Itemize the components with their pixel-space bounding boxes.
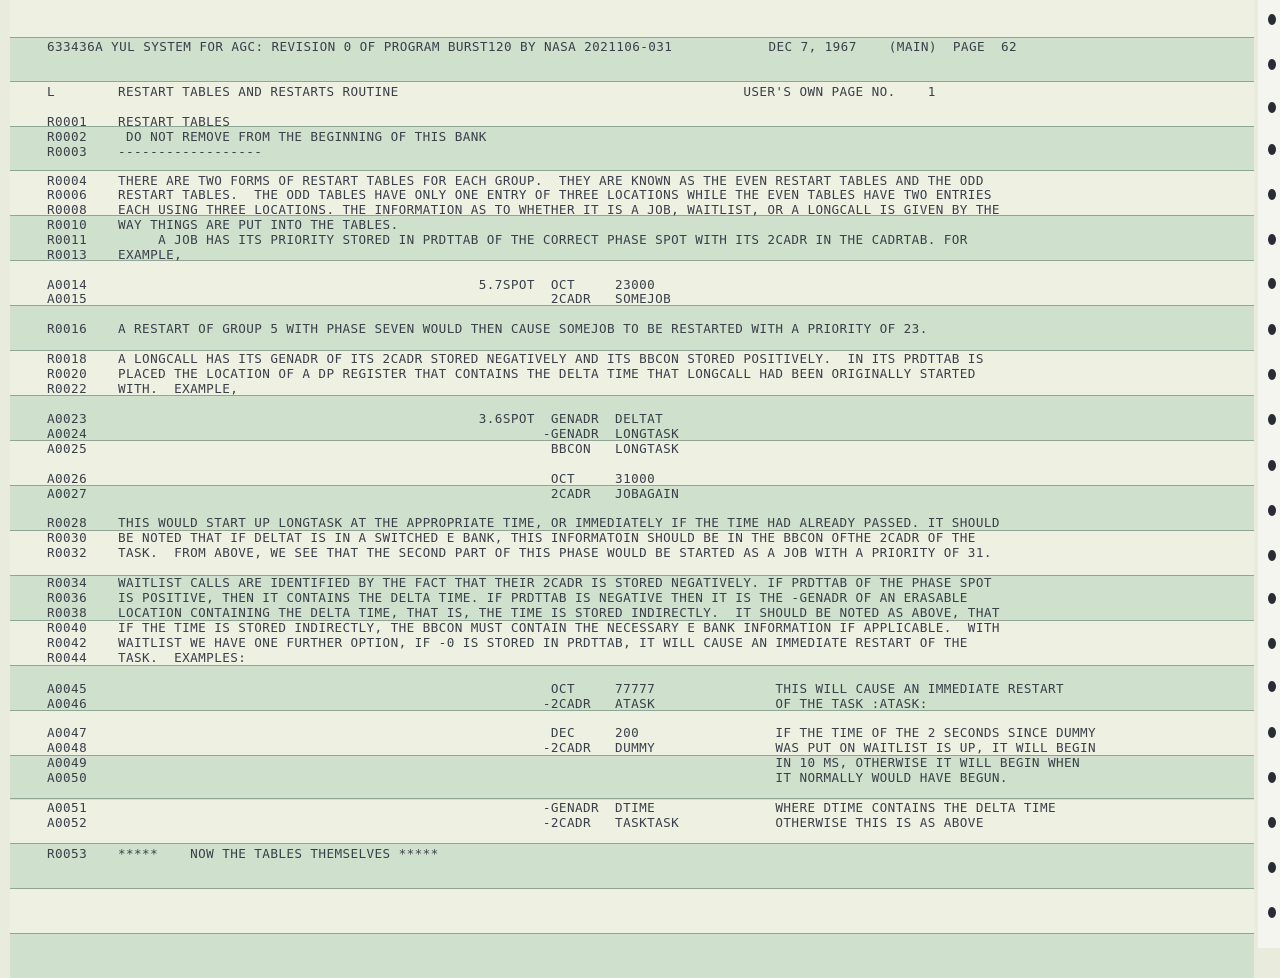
listing-tag: R0040 [47, 620, 88, 635]
listing-text: THIS WOULD START UP LONGTASK AT THE APPROPRIATE TIME, OR IMMEDIATELY IF THE TIME HAD ALREADY PASSED. IT SHOULD [118, 515, 1000, 530]
listing-tag: A0045 [47, 681, 88, 696]
listing-tag: R0018 [47, 351, 88, 366]
listing-text: 2CADR SOMEJOB [118, 291, 672, 306]
listing-tag: R0042 [47, 635, 88, 650]
tractor-feed-strip [1258, 0, 1280, 948]
listing-text: EACH USING THREE LOCATIONS. THE INFORMATION AS TO WHETHER IT IS A JOB, WAITLIST, OR A LONGCALL IS GIVEN BY THE [118, 202, 1000, 217]
feed-hole-icon [1268, 460, 1276, 471]
feed-hole-icon [1268, 638, 1276, 649]
listing-text: -2CADR DUMMY WAS PUT ON WAITLIST IS UP, IT WILL BEGIN [118, 740, 1097, 755]
listing-text: A LONGCALL HAS ITS GENADR OF ITS 2CADR STORED NEGATIVELY AND ITS BBCON STORED POSITIVELY. IN ITS PRDTTAB IS [118, 351, 984, 366]
listing-text: WAY THINGS ARE PUT INTO THE TABLES. [118, 217, 399, 232]
rule-line [10, 81, 1254, 82]
listing-tag: A0047 [47, 725, 88, 740]
feed-hole-icon [1268, 550, 1276, 561]
listing-text: IS POSITIVE, THEN IT CONTAINS THE DELTA TIME. IF PRDTTAB IS NEGATIVE THEN IT IS THE -GENADR OF AN ERASABLE [118, 590, 968, 605]
listing-text: LOCATION CONTAINING THE DELTA TIME, THAT IS, THE TIME IS STORED INDIRECTLY. IT SHOULD BE NOTED AS ABOVE, THAT [118, 605, 1000, 620]
listing-tag: A0052 [47, 815, 88, 830]
listing-text: -2CADR TASKTASK OTHERWISE THIS IS AS ABOVE [118, 815, 984, 830]
feed-hole-icon [1268, 414, 1276, 425]
feed-hole-icon [1268, 324, 1276, 335]
listing-text: PLACED THE LOCATION OF A DP REGISTER THAT CONTAINS THE DELTA TIME THAT LONGCALL HAD BEEN ORIGINALLY STARTED [118, 366, 976, 381]
listing-tag: A0049 [47, 755, 88, 770]
listing-tag: A0027 [47, 486, 88, 501]
listing-text: OCT 77777 THIS WILL CAUSE AN IMMEDIATE RESTART [118, 681, 1065, 696]
feed-hole-icon [1268, 234, 1276, 245]
listing-text: DEC 200 IF THE TIME OF THE 2 SECONDS SINCE DUMMY [118, 725, 1097, 740]
feed-hole-icon [1268, 278, 1276, 289]
feed-hole-icon [1268, 102, 1276, 113]
listing-tag: A0046 [47, 696, 88, 711]
listing-tag: A0051 [47, 800, 88, 815]
rule-line [10, 170, 1254, 171]
listing-text: RESTART TABLES AND RESTARTS ROUTINE USER'S OWN PAGE NO. 1 [118, 84, 936, 99]
rule-line [10, 260, 1254, 261]
rule-line [10, 933, 1254, 934]
listing-tag: L [47, 84, 56, 99]
feed-hole-icon [1268, 189, 1276, 200]
rule-line [10, 888, 1254, 889]
listing-text: OCT 31000 [118, 471, 656, 486]
listing-tag: R0053 [47, 846, 88, 861]
rule-line [10, 37, 1254, 38]
listing-tag: R0011 [47, 232, 88, 247]
feed-hole-icon [1268, 14, 1276, 25]
listing-text: EXAMPLE, [118, 247, 183, 262]
listing-tag: R0034 [47, 575, 88, 590]
listing-tag: R0016 [47, 321, 88, 336]
listing-text: -GENADR LONGTASK [118, 426, 680, 441]
feed-hole-icon [1268, 59, 1276, 70]
listing-tag: R0003 [47, 144, 88, 159]
listing-tag: R0032 [47, 545, 88, 560]
listing-text: WAITLIST CALLS ARE IDENTIFIED BY THE FACT THAT THEIR 2CADR IS STORED NEGATIVELY. IF PRDTTAB OF THE PHASE SPOT [118, 575, 992, 590]
listing-tag: A0025 [47, 441, 88, 456]
page-header: 633436A YUL SYSTEM FOR AGC: REVISION 0 OF PROGRAM BURST120 BY NASA 2021106-031 DEC 7, 1967 (MAIN) PAGE 62 [47, 39, 1018, 54]
listing-tag: A0014 [47, 277, 88, 292]
listing-text: DO NOT REMOVE FROM THE BEGINNING OF THIS BANK [118, 129, 487, 144]
feed-hole-icon [1268, 772, 1276, 783]
feed-hole-icon [1268, 593, 1276, 604]
listing-text: RESTART TABLES. THE ODD TABLES HAVE ONLY ONE ENTRY OF THREE LOCATIONS WHILE THE EVEN TABLES HAVE TWO ENTRIES [118, 187, 992, 202]
listing-tag: R0010 [47, 217, 88, 232]
listing-text: BBCON LONGTASK [118, 441, 680, 456]
listing-text: RESTART TABLES [118, 114, 231, 129]
listing-text: THERE ARE TWO FORMS OF RESTART TABLES FOR EACH GROUP. THEY ARE KNOWN AS THE EVEN RESTART TABLES AND THE ODD [118, 173, 984, 188]
feed-hole-icon [1268, 727, 1276, 738]
listing-text: IT NORMALLY WOULD HAVE BEGUN. [118, 770, 1008, 785]
listing-tag: A0015 [47, 291, 88, 306]
listing-text: TASK. EXAMPLES: [118, 650, 247, 665]
listing-text: 5.7SPOT OCT 23000 [118, 277, 656, 292]
feed-hole-icon [1268, 681, 1276, 692]
listing-text: -GENADR DTIME WHERE DTIME CONTAINS THE DELTA TIME [118, 800, 1057, 815]
listing-text: ------------------ [118, 144, 263, 159]
listing-tag: R0013 [47, 247, 88, 262]
listing-text: WITH. EXAMPLE, [118, 381, 239, 396]
listing-text: A JOB HAS ITS PRIORITY STORED IN PRDTTAB OF THE CORRECT PHASE SPOT WITH ITS 2CADR IN THE CADRTAB. FOR [118, 232, 968, 247]
listing-tag: A0048 [47, 740, 88, 755]
feed-hole-icon [1268, 505, 1276, 516]
listing-tag: R0020 [47, 366, 88, 381]
listing-tag: R0030 [47, 530, 88, 545]
feed-hole-icon [1268, 817, 1276, 828]
listing-text: 2CADR JOBAGAIN [118, 486, 680, 501]
green-band [10, 933, 1254, 978]
listing-tag: A0050 [47, 770, 88, 785]
feed-hole-icon [1268, 369, 1276, 380]
listing-tag: A0026 [47, 471, 88, 486]
listing-tag: R0036 [47, 590, 88, 605]
listing-text: A RESTART OF GROUP 5 WITH PHASE SEVEN WOULD THEN CAUSE SOMEJOB TO BE RESTARTED WITH A PRIORITY OF 23. [118, 321, 928, 336]
listing-text: WAITLIST WE HAVE ONE FURTHER OPTION, IF -0 IS STORED IN PRDTTAB, IT WILL CAUSE AN IMMEDIATE RESTART OF THE [118, 635, 968, 650]
feed-hole-icon [1268, 907, 1276, 918]
listing-tag: R0006 [47, 187, 88, 202]
listing-text: IF THE TIME IS STORED INDIRECTLY, THE BBCON MUST CONTAIN THE NECESSARY E BANK INFORMATION IF APPLICABLE. WITH [118, 620, 1000, 635]
listing-tag: R0002 [47, 129, 88, 144]
listing-tag: A0024 [47, 426, 88, 441]
listing-tag: R0038 [47, 605, 88, 620]
rule-line [10, 798, 1254, 799]
listing-tag: R0028 [47, 515, 88, 530]
listing-tag: R0008 [47, 202, 88, 217]
rule-line [10, 843, 1254, 844]
listing-text: IN 10 MS, OTHERWISE IT WILL BEGIN WHEN [118, 755, 1081, 770]
feed-hole-icon [1268, 862, 1276, 873]
feed-hole-icon [1268, 144, 1276, 155]
listing-tag: A0023 [47, 411, 88, 426]
listing-tag: R0001 [47, 114, 88, 129]
listing-text: 3.6SPOT GENADR DELTAT [118, 411, 664, 426]
listing-text: BE NOTED THAT IF DELTAT IS IN A SWITCHED E BANK, THIS INFORMATOIN SHOULD BE IN THE BBCON OFTHE 2CADR OF THE [118, 530, 976, 545]
listing-tag: R0044 [47, 650, 88, 665]
listing-text: ***** NOW THE TABLES THEMSELVES ***** [118, 846, 439, 861]
listing-text: -2CADR ATASK OF THE TASK :ATASK: [118, 696, 928, 711]
listing-tag: R0004 [47, 173, 88, 188]
listing-tag: R0022 [47, 381, 88, 396]
listing-text: TASK. FROM ABOVE, WE SEE THAT THE SECOND PART OF THIS PHASE WOULD BE STARTED AS A JOB WITH A PRIORITY OF 31. [118, 545, 992, 560]
